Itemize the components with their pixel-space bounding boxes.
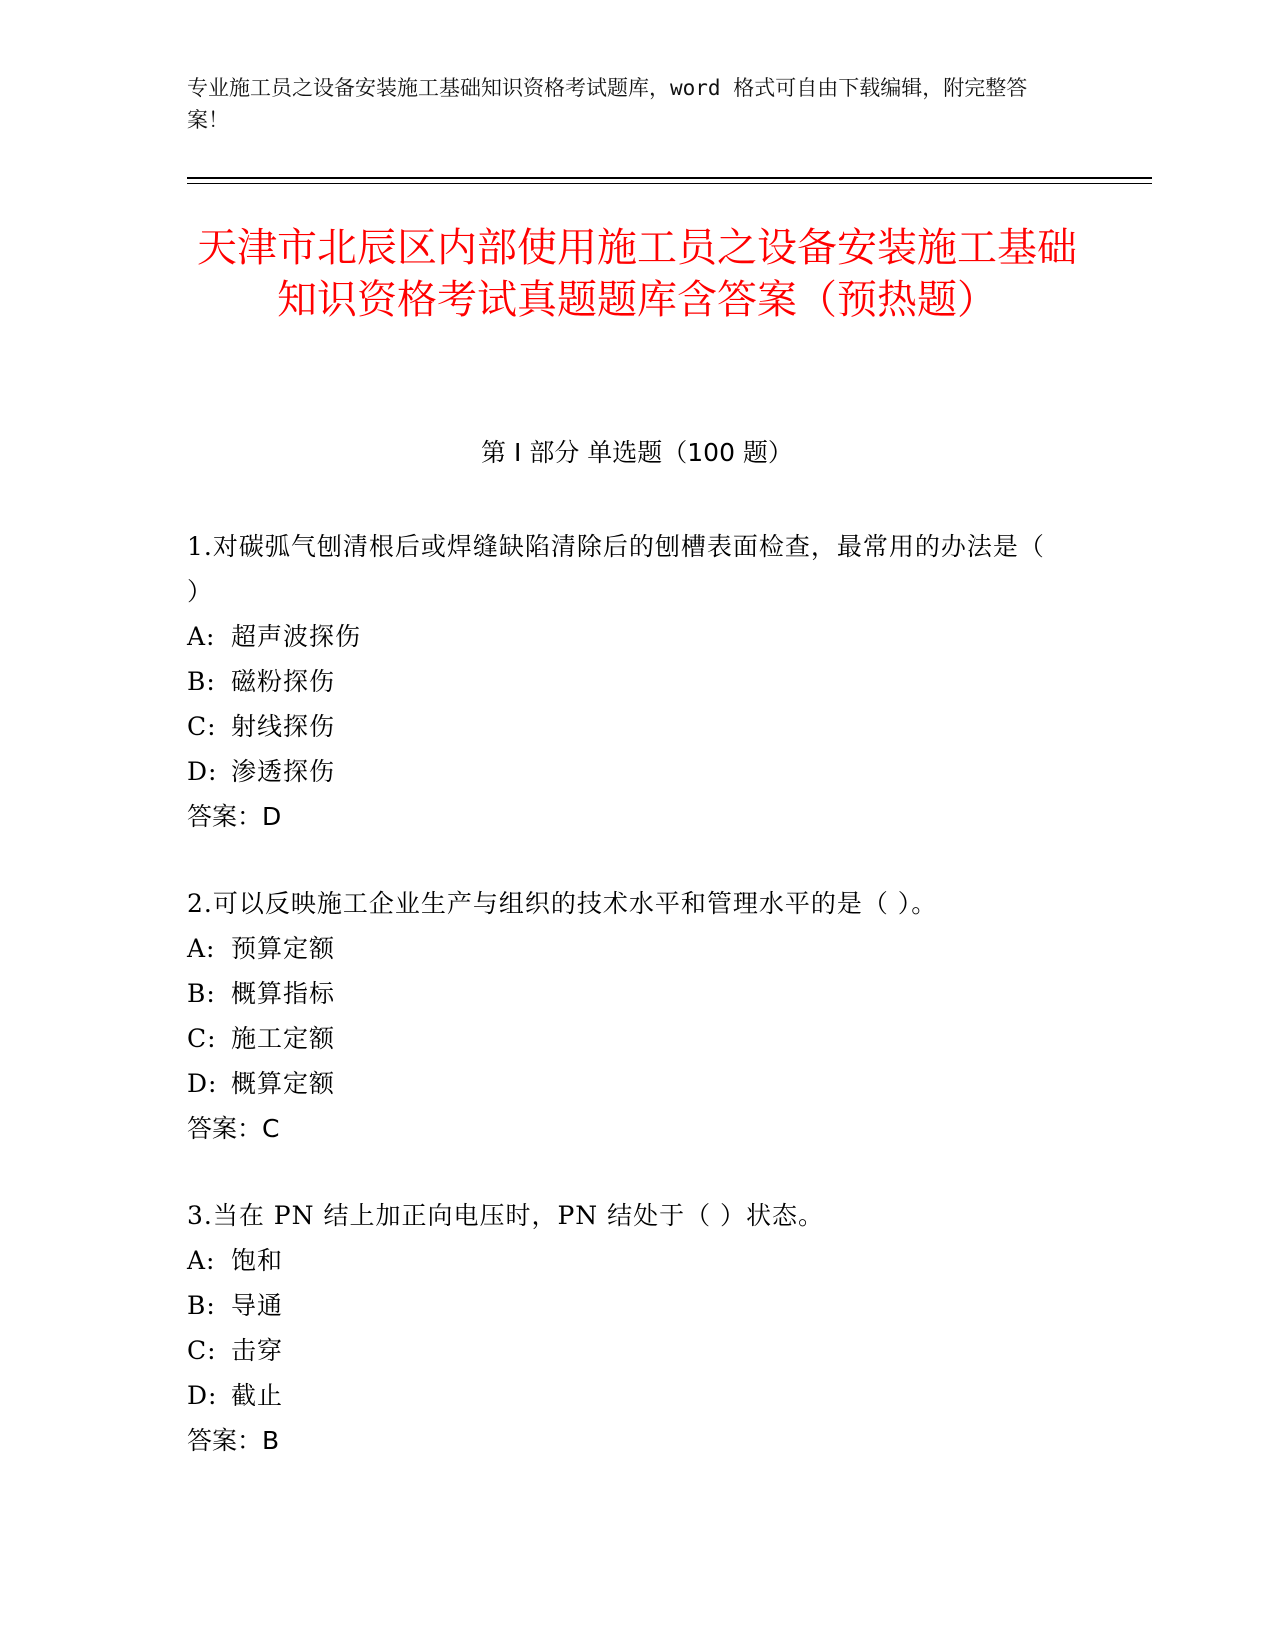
option-text: 导通 <box>231 1291 284 1320</box>
answer-line: 答案：D <box>187 802 282 831</box>
option-d <box>187 749 1067 794</box>
question-list <box>187 524 1067 1505</box>
option-text: 饱和 <box>231 1246 284 1275</box>
question-2 <box>187 881 1067 1151</box>
header-note: 专业施工员之设备安装施工基础知识资格考试题库，word 格式可自由下载编辑，附完整答案！ <box>187 76 1028 132</box>
option-letter: D: <box>187 1381 218 1410</box>
option-d <box>187 1373 1067 1418</box>
option-text: 超声波探伤 <box>231 622 362 651</box>
option-b <box>187 971 1067 1016</box>
option-text: 射线探伤 <box>231 712 336 741</box>
option-letter: C: <box>187 1336 217 1365</box>
option-letter: C: <box>187 712 217 741</box>
option-text: 击穿 <box>231 1336 284 1365</box>
option-a <box>187 926 1067 971</box>
option-a <box>187 614 1067 659</box>
answer-line: 答案：B <box>187 1426 280 1455</box>
section-heading: 第 I 部分 单选题（100 题） <box>481 438 793 467</box>
header-divider-thick <box>187 177 1152 179</box>
question-stem: 3.当在 PN 结上加正向电压时，PN 结处于（ ）状态。 <box>187 1201 825 1230</box>
option-c <box>187 1328 1067 1373</box>
option-b <box>187 659 1067 704</box>
question-3 <box>187 1193 1067 1463</box>
option-text: 磁粉探伤 <box>231 667 336 696</box>
option-letter: A: <box>187 622 216 651</box>
question-stem: 2.可以反映施工企业生产与组织的技术水平和管理水平的是（ ）。 <box>187 889 938 918</box>
option-c <box>187 704 1067 749</box>
option-a <box>187 1238 1067 1283</box>
question-stem: 1.对碳弧气刨清根后或焊缝缺陷清除后的刨槽表面检查，最常用的办法是（ ） <box>187 532 1045 606</box>
option-letter: B: <box>187 1291 216 1320</box>
option-letter: C: <box>187 1024 217 1053</box>
document-title: 天津市北辰区内部使用施工员之设备安装施工基础知识资格考试真题题库含答案（预热题） <box>197 225 1077 323</box>
answer-line: 答案：C <box>187 1114 280 1143</box>
option-b <box>187 1283 1067 1328</box>
option-letter: A: <box>187 934 216 963</box>
option-letter: A: <box>187 1246 216 1275</box>
option-letter: B: <box>187 667 216 696</box>
option-d <box>187 1061 1067 1106</box>
option-c <box>187 1016 1067 1061</box>
header-divider-thin <box>187 183 1152 184</box>
option-letter: B: <box>187 979 216 1008</box>
option-text: 渗透探伤 <box>231 757 336 786</box>
option-text: 概算定额 <box>231 1069 336 1098</box>
option-text: 施工定额 <box>231 1024 336 1053</box>
option-text: 截止 <box>231 1381 284 1410</box>
option-text: 概算指标 <box>231 979 336 1008</box>
option-text: 预算定额 <box>231 934 336 963</box>
option-letter: D: <box>187 1069 218 1098</box>
option-letter: D: <box>187 757 218 786</box>
question-1 <box>187 524 1067 839</box>
